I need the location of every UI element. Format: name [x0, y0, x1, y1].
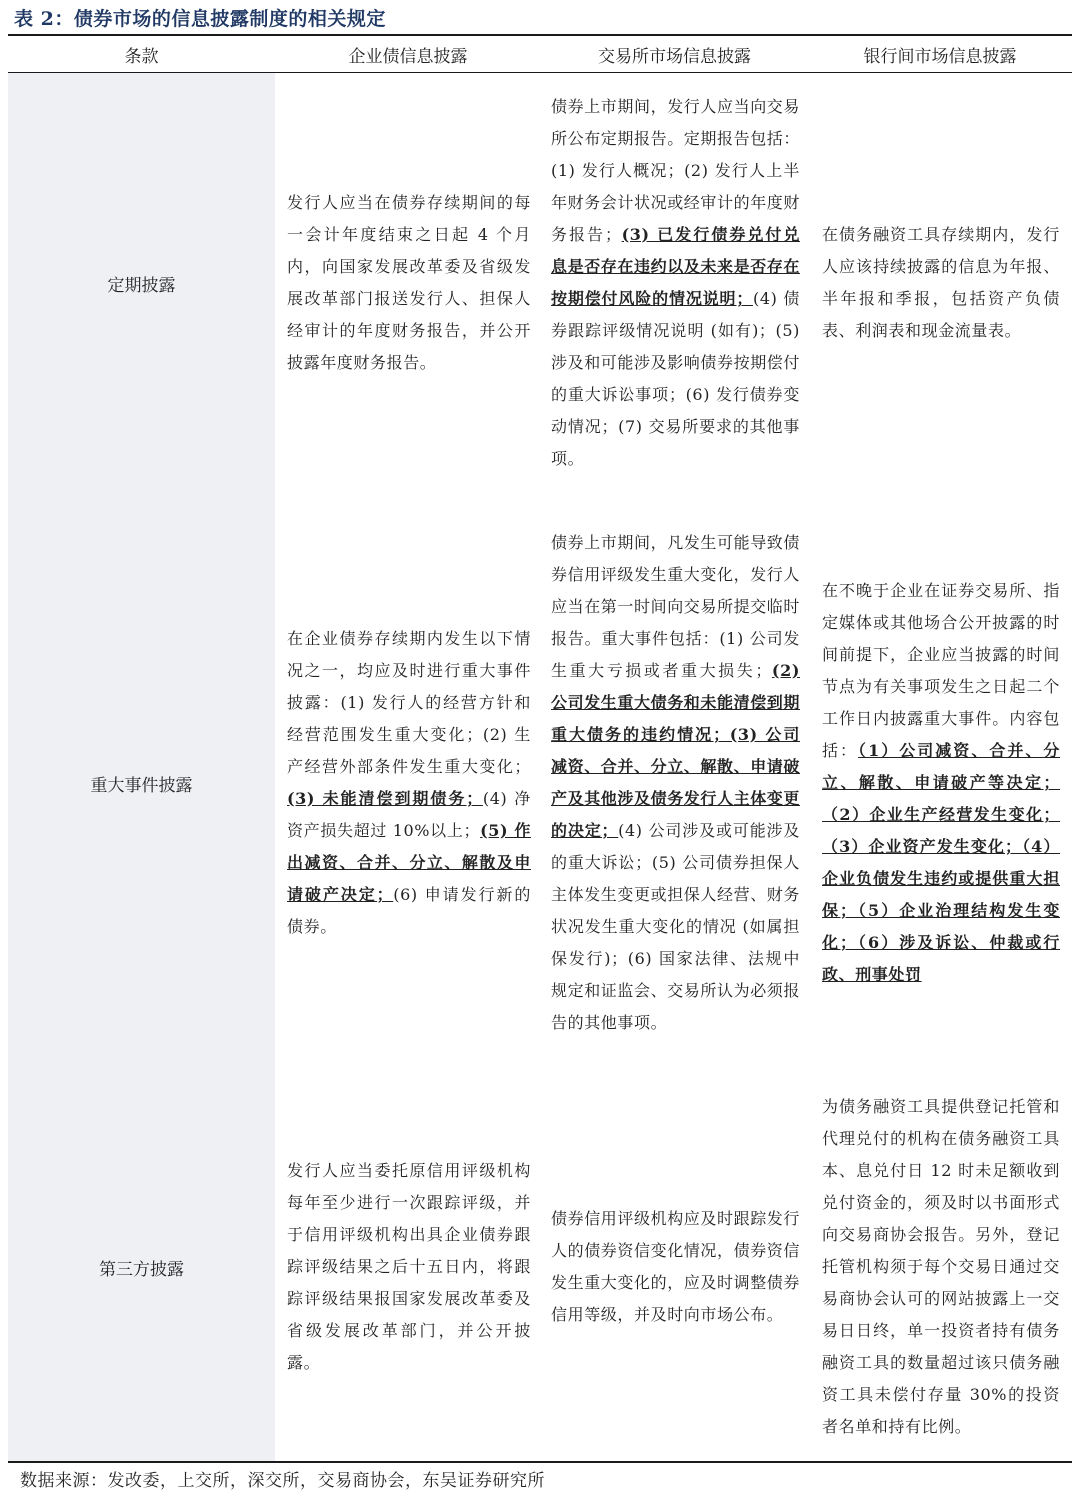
cell-text-segment: (4) 公司涉及或可能涉及的重大诉讼；(5) 公司债券担保人主体发生变更或担保人经营、财务状况发生重大变化的情况 (如属担保发行)；(6) 国家法律、法规中规定和证监会、交易所认为必须报告的其他事项。 — [551, 821, 801, 1032]
disclosure-table — [8, 34, 1072, 1463]
header-clause: 条款 — [124, 46, 159, 67]
highlighted-text: (5) 作出减资、合并、分立、解散及申请破产决定； — [287, 821, 532, 904]
table-row — [8, 1073, 1072, 1461]
enterprise-bond-cell — [275, 73, 541, 493]
cell-text — [275, 623, 541, 943]
cell-text-segment: (4) 债券跟踪评级情况说明 (如有)；(5) 涉及和可能涉及影响债券按期偿付的重大诉讼事项；(6) 发行债券变动情况；(7) 交易所要求的其他事项。 — [551, 289, 801, 468]
table-header — [8, 36, 1072, 73]
cell-text — [808, 575, 1072, 991]
cell-text — [808, 1091, 1072, 1443]
cell-text-segment: (4) 净资产损失超过 10%以上； — [287, 789, 531, 840]
highlighted-text: (2) 公司发生重大债务和未能清偿到期重大债务的违约情况；(3) 公司减资、合并、分立、解散、申请破产及其他涉及债务发行人主体变更的决定； — [551, 661, 801, 840]
enterprise-bond-cell — [275, 1073, 541, 1461]
table-title: 表 2：债券市场的信息披露制度的相关规定 — [14, 8, 386, 30]
cell-text — [541, 527, 808, 1039]
interbank-market-cell — [808, 1073, 1072, 1461]
cell-text — [808, 219, 1072, 347]
cell-text-segment: 在企业债券存续期内发生以下情况之一，均应及时进行重大事件披露：(1) 发行人的经营方针和经营范围发生重大变化；(2) 生产经营外部条件发生重大变化； — [287, 629, 531, 776]
cell-text-segment: 为债务融资工具提供登记托管和代理兑付的机构在债务融资工具本、息兑付日 12 时未足额收到兑付资金的，须及时以书面形式向交易商协会报告。另外，登记托管机构须于每个交易日通过交易商协会认可的网站披露上一交易日日终，单一投资者持有债务融资工具的数量超过该只债务融资工具未偿付存量 30%的投资者名单和持有比例。 — [822, 1097, 1060, 1436]
enterprise-bond-cell — [275, 493, 541, 1073]
cell-text — [275, 1155, 541, 1379]
highlighted-text: （1）公司减资、合并、分立、解散、申请破产等决定；（2）企业生产经营发生变化；（3）企业资产发生变化；（4）企业负债发生违约或提供重大担保；（5）企业治理结构发生变化；（6）涉及诉讼、仲裁或行政、刑事处罚 — [822, 741, 1060, 984]
cell-text-segment: 债券上市期间，凡发生可能导致债券信用评级发生重大变化，发行人应当在第一时间向交易所提交临时报告。重大事件包括：(1) 公司发生重大亏损或者重大损失； — [551, 533, 801, 680]
interbank-market-cell — [808, 73, 1072, 493]
cell-text — [541, 1203, 808, 1331]
cell-text-segment: 发行人应当在债券存续期间的每一会计年度结束之日起 4 个月内，向国家发展改革委及省级发展改革部门报送发行人、担保人经审计的年度财务报告，并公开披露年度财务报告。 — [287, 193, 531, 372]
exchange-market-cell — [541, 493, 808, 1073]
cell-text — [541, 91, 808, 475]
cell-text-segment: 债券上市期间，发行人应当向交易所公布定期报告。定期报告包括：(1) 发行人概况；(2) 发行人上半年财务会计状况或经审计的年度财务报告； — [551, 97, 801, 244]
row-label: 第三方披露 — [8, 1073, 275, 1461]
header-exchange-market: 交易所市场信息披露 — [598, 46, 751, 67]
cell-text-segment: 债券信用评级机构应及时跟踪发行人的债券资信变化情况，债券资信发生重大变化的，应及时调整债券信用等级，并及时向市场公布。 — [551, 1209, 801, 1324]
interbank-market-cell — [808, 493, 1072, 1073]
header-interbank-market: 银行间市场信息披露 — [863, 46, 1017, 67]
cell-text-segment: 在债务融资工具存续期内，发行人应该持续披露的信息为年报、半年报和季报，包括资产负债表、利润表和现金流量表。 — [822, 225, 1060, 340]
cell-text — [275, 187, 541, 379]
exchange-market-cell — [541, 73, 808, 493]
row-label: 重大事件披露 — [8, 493, 275, 1073]
highlighted-text: (3) 未能清偿到期债务； — [287, 789, 483, 808]
table-row — [8, 493, 1072, 1073]
row-label: 定期披露 — [8, 73, 275, 493]
header-enterprise-bond: 企业债信息披露 — [348, 46, 468, 67]
data-source-note: 数据来源：发改委，上交所，深交所，交易商协会，东吴证券研究所 — [20, 1471, 545, 1491]
highlighted-text: (3) 已发行债券兑付兑息是否存在违约以及未来是否存在按期偿付风险的情况说明； — [551, 225, 801, 308]
cell-text-segment: 发行人应当委托原信用评级机构每年至少进行一次跟踪评级，并于信用评级机构出具企业债券跟踪评级结果之后十五日内，将跟踪评级结果报国家发展改革委及省级发展改革部门，并公开披露。 — [287, 1161, 531, 1372]
table-row — [8, 73, 1072, 493]
cell-text-segment: 在不晚于企业在证券交易所、指定媒体或其他场合公开披露的时间前提下，企业应当披露的时间节点为有关事项发生之日起二个工作日内披露重大事件。内容包括： — [822, 581, 1060, 760]
exchange-market-cell — [541, 1073, 808, 1461]
cell-text-segment: (6) 申请发行新的债券。 — [287, 885, 531, 936]
